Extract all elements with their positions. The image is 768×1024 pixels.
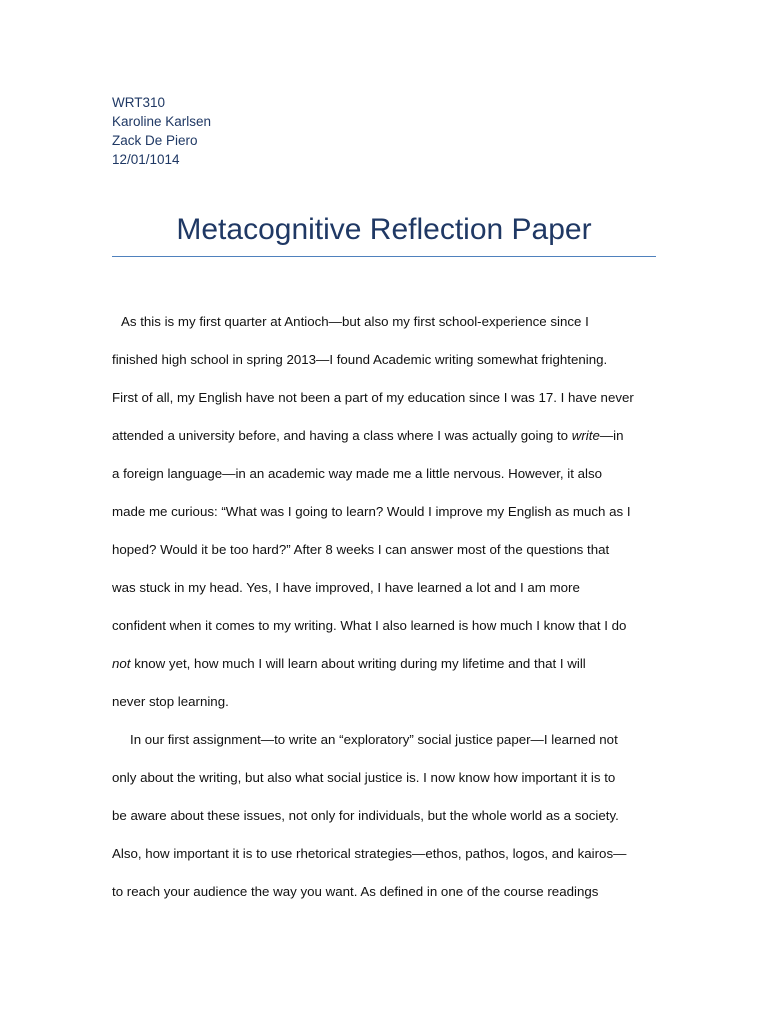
text-line: hoped? Would it be too hard?” After 8 weeks I can answer most of the questions that (112, 542, 610, 557)
text-line: only about the writing, but also what social justice is. I now know how important it is to (112, 770, 616, 785)
text-line: As this is my first quarter at Antioch—but also my first school-experience since I (121, 314, 589, 329)
text-line: be aware about these issues, not only for individuals, but the whole world as a society. (112, 808, 619, 823)
title-underline (112, 256, 656, 257)
instructor-name: Zack De Piero (112, 133, 198, 148)
emphasized-word: write (571, 428, 600, 443)
paragraph-2 (112, 721, 660, 911)
author-name: Karoline Karlsen (112, 114, 212, 129)
course-code: WRT310 (112, 95, 166, 110)
text-line: was stuck in my head. Yes, I have improved, I have learned a lot and I am more (112, 580, 580, 595)
text-line: confident when it comes to my writing. What I also learned is how much I know that I do (112, 618, 627, 633)
document-header (112, 93, 211, 169)
emphasized-word: not (112, 656, 131, 671)
paragraph-1 (112, 303, 660, 721)
text-segment: know yet, how much I will learn about writing during my lifetime and that I will (130, 656, 586, 671)
text-line (112, 645, 660, 683)
text-line: never stop learning. (112, 694, 229, 709)
document-title: Metacognitive Reflection Paper (176, 213, 592, 246)
text-segment: —in (599, 428, 624, 443)
text-line: to reach your audience the way you want. As defined in one of the course readings (112, 884, 599, 899)
document-body (112, 303, 660, 911)
document-date: 12/01/1014 (112, 152, 180, 167)
text-segment: attended a university before, and having a class where I was actually going to (112, 428, 572, 443)
text-line: made me curious: “What was I going to learn? Would I improve my English as much as I (112, 504, 631, 519)
text-line: a foreign language—in an academic way made me a little nervous. However, it also (112, 466, 603, 481)
text-line (112, 417, 660, 455)
text-line: finished high school in spring 2013—I found Academic writing somewhat frightening. (112, 352, 608, 367)
text-line: First of all, my English have not been a part of my education since I was 17. I have never (112, 390, 634, 405)
text-line: In our first assignment—to write an “exploratory” social justice paper—I learned not (130, 732, 618, 747)
text-line: Also, how important it is to use rhetorical strategies—ethos, pathos, logos, and kairos— (112, 846, 627, 861)
